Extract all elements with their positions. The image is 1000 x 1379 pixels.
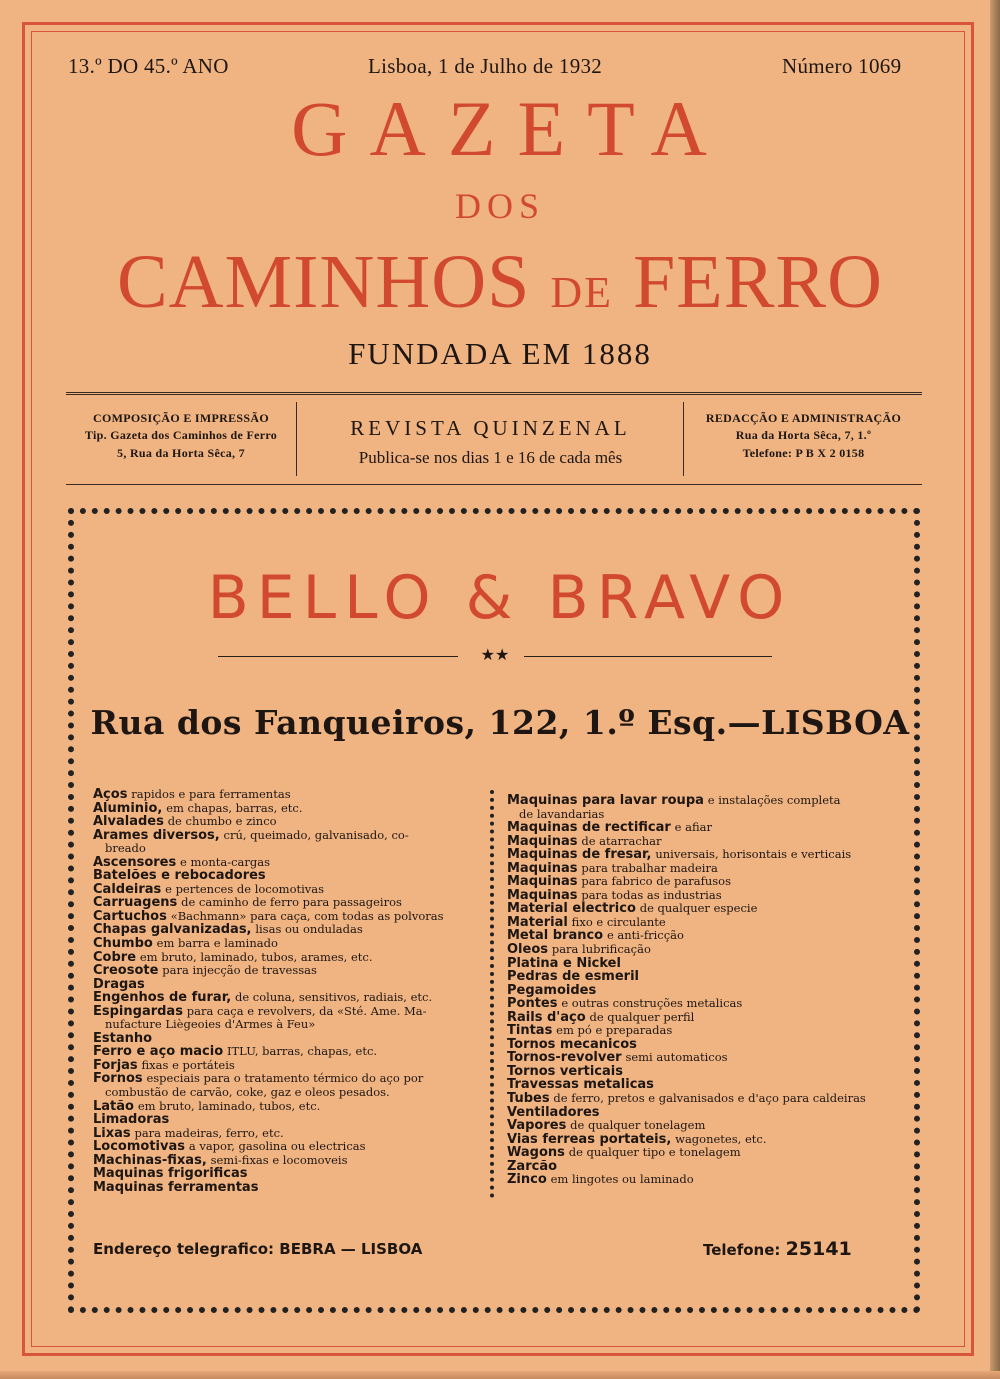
editorial-phone: Telefone: P B X 2 0158 xyxy=(742,445,865,460)
product-list-item xyxy=(93,937,485,951)
advert-ornament xyxy=(218,647,772,667)
product-name: Cartuchos xyxy=(93,908,167,924)
product-name: Lixas xyxy=(93,1125,131,1141)
product-description: para todas as industrias xyxy=(581,887,722,902)
product-description: especiais para o tratamento térmico do aço por xyxy=(146,1071,424,1086)
product-description: e monta-cargas xyxy=(180,854,271,869)
product-name: Platina e Nickel xyxy=(507,955,621,971)
product-list-item xyxy=(507,1024,899,1038)
product-description: para trabalhar madeira xyxy=(581,860,718,875)
product-list-item xyxy=(93,1167,485,1181)
product-list-item xyxy=(93,896,485,910)
product-list-item xyxy=(507,916,899,930)
product-list-item xyxy=(93,856,485,870)
printing-name: Tip. Gazeta dos Caminhos de Ferro xyxy=(84,428,278,443)
product-description-continued: nufacture Liègeoies d'Armes à Feu» xyxy=(105,1017,316,1032)
product-list-item xyxy=(93,978,485,992)
product-name: Maquinas xyxy=(507,860,578,876)
product-description: fixo e circulante xyxy=(571,914,666,929)
product-description: lisas ou onduladas xyxy=(255,922,363,937)
telegraph-address: Endereço telegrafico: BEBRA — LISBOA xyxy=(93,1240,423,1258)
product-list-item xyxy=(507,821,899,835)
product-description: de chumbo e zinco xyxy=(167,814,277,829)
product-name: Latão xyxy=(93,1098,134,1114)
product-list-item xyxy=(93,1032,485,1046)
product-description: fixas e portáteis xyxy=(141,1057,235,1072)
product-list-item xyxy=(93,1181,485,1195)
product-list-left xyxy=(93,788,485,1194)
title-caminhos-word: CAMINHOS xyxy=(116,240,531,324)
product-name: Pegamoides xyxy=(507,982,597,998)
product-description: em bruto, laminado, tubos, arames, etc. xyxy=(139,949,373,964)
product-description: universais, horisontais e verticais xyxy=(655,847,852,862)
product-description: a vapor, gasolina ou electricas xyxy=(188,1139,366,1154)
product-list-item xyxy=(93,991,485,1005)
product-name: Creosote xyxy=(93,963,159,979)
product-list-item xyxy=(93,964,485,978)
product-name: Batelões e rebocadores xyxy=(93,868,266,884)
product-name: Wagons xyxy=(507,1145,565,1161)
ornament-stars: ★★ xyxy=(480,645,510,664)
product-list-item xyxy=(93,869,485,883)
product-list-item xyxy=(507,1146,899,1160)
product-list-item xyxy=(507,902,899,916)
product-name: Aluminio, xyxy=(93,800,163,816)
product-description: de atarrachar xyxy=(581,833,662,848)
product-name: Zinco xyxy=(507,1172,547,1188)
product-name: Metal branco xyxy=(507,928,604,944)
product-list-item xyxy=(93,1113,485,1127)
product-description: de coluna, sensitivos, radiais, etc. xyxy=(234,990,433,1005)
product-name: Tornos-revolver xyxy=(507,1050,622,1066)
product-list-item xyxy=(507,1133,899,1147)
product-name: Maquinas de rectificar xyxy=(507,820,671,836)
product-list-item xyxy=(507,1011,899,1025)
product-name: Ventiladores xyxy=(507,1104,600,1120)
product-name: Carruagens xyxy=(93,895,178,911)
product-list-item xyxy=(507,889,899,903)
product-description: crú, queimado, galvanisado, co- xyxy=(223,827,409,842)
product-description: e anti-fricção xyxy=(606,928,684,943)
product-list-item xyxy=(507,1092,899,1106)
product-list-item xyxy=(93,951,485,965)
product-name: Tintas xyxy=(507,1023,553,1039)
product-list-item xyxy=(93,829,485,856)
product-description: semi automaticos xyxy=(625,1050,728,1065)
product-list-item xyxy=(93,1100,485,1114)
product-list-item xyxy=(507,970,899,984)
product-name: Material xyxy=(507,914,568,930)
product-description-continued: combustão de carvão, coke, gaz e oleos pesados. xyxy=(105,1085,390,1100)
product-name: Estanho xyxy=(93,1030,153,1046)
product-name: Alvalades xyxy=(93,814,164,830)
product-description: para fabrico de parafusos xyxy=(581,874,732,889)
product-list-item xyxy=(507,943,899,957)
product-list-item xyxy=(507,1119,899,1133)
product-name: Pedras de esmeril xyxy=(507,969,639,985)
product-description: e afiar xyxy=(674,820,712,835)
product-description: de qualquer especie xyxy=(639,901,758,916)
product-name: Vias ferreas portateis, xyxy=(507,1131,672,1147)
founded-line: FUNDADA EM 1888 xyxy=(348,336,652,371)
product-description: «Bachmann» para caça, com todas as polvoras xyxy=(170,908,444,923)
product-list-item xyxy=(507,1106,899,1120)
product-name: Vapores xyxy=(507,1118,567,1134)
product-name: Dragas xyxy=(93,976,145,992)
product-list-item xyxy=(93,1072,485,1099)
product-description: em chapas, barras, etc. xyxy=(166,800,303,815)
product-name: Pontes xyxy=(507,996,558,1012)
product-name: Chumbo xyxy=(93,936,153,952)
product-name: Espingardas xyxy=(93,1003,183,1019)
column-separator xyxy=(490,790,500,1198)
product-list-item xyxy=(507,862,899,876)
product-description: de caminho de ferro para passageiros xyxy=(181,895,402,910)
product-description: para madeiras, ferro, etc. xyxy=(134,1125,284,1140)
product-list-item xyxy=(507,1065,899,1079)
product-name: Forjas xyxy=(93,1057,138,1073)
product-description: de qualquer tipo e tonelagem xyxy=(568,1145,741,1160)
product-name: Maquinas xyxy=(507,833,578,849)
info-box-editorial xyxy=(685,410,922,462)
product-list-item xyxy=(93,1154,485,1168)
product-description: rapidos e para ferramentas xyxy=(131,787,291,801)
advert-phone xyxy=(703,1238,852,1260)
product-name: Tubes xyxy=(507,1091,550,1107)
product-name: Caldeiras xyxy=(93,881,162,897)
title-ferro-word: FERRO xyxy=(633,240,883,324)
title-de-word: DE xyxy=(550,268,614,317)
product-description: de qualquer perfil xyxy=(589,1009,695,1024)
product-description: ITLU, barras, chapas, etc. xyxy=(226,1044,378,1059)
product-description: em barra e laminado xyxy=(156,936,278,951)
review-schedule: Publica-se nos dias 1 e 16 de cada mês xyxy=(358,447,623,467)
product-list-right xyxy=(507,794,899,1187)
product-list-item xyxy=(507,875,899,889)
product-list-item xyxy=(93,802,485,816)
product-list-item xyxy=(93,1005,485,1032)
product-description: de qualquer tonelagem xyxy=(570,1118,706,1133)
printing-heading: COMPOSIÇÃO E IMPRESSÃO xyxy=(93,411,269,425)
product-name: Maquinas ferramentas xyxy=(93,1179,259,1195)
product-list-item xyxy=(93,788,485,802)
product-list-item xyxy=(93,1045,485,1059)
advert-address: Rua dos Fanqueiros, 122, 1.º Esq.—LISBOA xyxy=(90,703,910,742)
product-list-item xyxy=(507,1173,899,1187)
product-list-item xyxy=(507,835,899,849)
product-name: Tornos mecanicos xyxy=(507,1036,637,1052)
product-description: e instalações completa xyxy=(707,793,841,807)
product-description: para lubrificação xyxy=(551,942,651,957)
issue-number: Número 1069 xyxy=(782,54,902,78)
product-name: Machinas-fixas, xyxy=(93,1152,207,1168)
product-list-item xyxy=(93,1127,485,1141)
advert-company-name: BELLO & BRAVO xyxy=(207,563,793,633)
product-list-item xyxy=(507,997,899,1011)
info-divider-right xyxy=(683,402,684,476)
product-name: Maquinas xyxy=(507,887,578,903)
product-list-item xyxy=(93,1140,485,1154)
product-list-item xyxy=(507,984,899,998)
phone-number: 25141 xyxy=(785,1238,852,1260)
product-description-continued: de lavandarias xyxy=(519,806,605,821)
product-name: Zarcão xyxy=(507,1158,558,1174)
ornament-line-right xyxy=(524,656,772,657)
product-name: Ascensores xyxy=(93,854,177,870)
product-list-item xyxy=(93,923,485,937)
product-description-continued: breado xyxy=(105,841,146,856)
product-description: e outras construções metalicas xyxy=(561,996,743,1011)
product-list-item xyxy=(507,957,899,971)
product-name: Limadoras xyxy=(93,1112,170,1128)
product-name: Maquinas para lavar roupa xyxy=(507,793,704,808)
product-name: Chapas galvanizadas, xyxy=(93,922,252,938)
info-rule-top xyxy=(66,392,922,395)
product-description: wagonetes, etc. xyxy=(675,1131,767,1146)
product-name: Tornos verticais xyxy=(507,1063,623,1079)
product-list-item xyxy=(507,929,899,943)
product-name: Aços xyxy=(93,787,128,802)
product-description: para caça e revolvers, da «Sté. Ame. Ma- xyxy=(186,1003,427,1018)
paper-edge-bottom xyxy=(0,1371,1000,1379)
product-name: Travessas metalicas xyxy=(507,1077,654,1093)
product-list-item xyxy=(507,848,899,862)
product-list-item xyxy=(507,1078,899,1092)
masthead-title-caminhos xyxy=(0,240,1000,324)
product-name: Maquinas xyxy=(507,874,578,890)
product-name: Ferro e aço macio xyxy=(93,1044,224,1060)
editorial-address: Rua da Horta Sêca, 7, 1.º xyxy=(735,428,872,443)
editorial-heading: REDACÇÃO E ADMINISTRAÇÃO xyxy=(705,411,902,425)
product-description: semi-fixas e locomoveis xyxy=(210,1152,348,1167)
year-label: 13.º DO 45.º ANO xyxy=(68,54,229,78)
product-list-item xyxy=(507,1038,899,1052)
product-list-item xyxy=(507,1160,899,1174)
product-list-item xyxy=(93,883,485,897)
product-list-item xyxy=(93,815,485,829)
info-divider-left xyxy=(296,402,297,476)
product-description: em bruto, laminado, tubos, etc. xyxy=(137,1098,321,1113)
info-rule-bottom xyxy=(66,484,922,485)
product-list-item xyxy=(507,794,899,821)
phone-label: Telefone: xyxy=(703,1241,781,1259)
info-box-printing xyxy=(66,410,296,462)
masthead-title-gazeta: GAZETA xyxy=(291,85,729,172)
review-heading: REVISTA QUINZENAL xyxy=(350,416,631,440)
product-name: Cobre xyxy=(93,949,137,965)
product-list-item xyxy=(93,1059,485,1073)
product-name: Fornos xyxy=(93,1071,143,1087)
issue-date: Lisboa, 1 de Julho de 1932 xyxy=(368,54,603,78)
product-description: de ferro, pretos e galvanisados e d'aço para caldeiras xyxy=(553,1091,866,1106)
printing-address: 5, Rua da Horta Sêca, 7 xyxy=(117,445,245,460)
product-description: em pó e preparadas xyxy=(556,1023,673,1038)
product-name: Maquinas frigorificas xyxy=(93,1166,248,1182)
info-box-review xyxy=(298,412,683,471)
product-description: em lingotes ou laminado xyxy=(550,1172,694,1187)
product-list-item xyxy=(507,1051,899,1065)
product-description: e pertences de locomotivas xyxy=(165,881,325,896)
product-description: para injecção de travessas xyxy=(162,963,317,978)
product-list-item xyxy=(93,910,485,924)
masthead-title-dos: DOS xyxy=(454,186,546,226)
product-name: Engenhos de furar, xyxy=(93,990,232,1006)
product-name: Arames diversos, xyxy=(93,827,220,843)
product-name: Maquinas de fresar, xyxy=(507,847,652,863)
product-name: Rails d'aço xyxy=(507,1009,586,1025)
product-name: Material electrico xyxy=(507,901,636,917)
product-name: Locomotivas xyxy=(93,1139,185,1155)
product-name: Oleos xyxy=(507,942,548,958)
